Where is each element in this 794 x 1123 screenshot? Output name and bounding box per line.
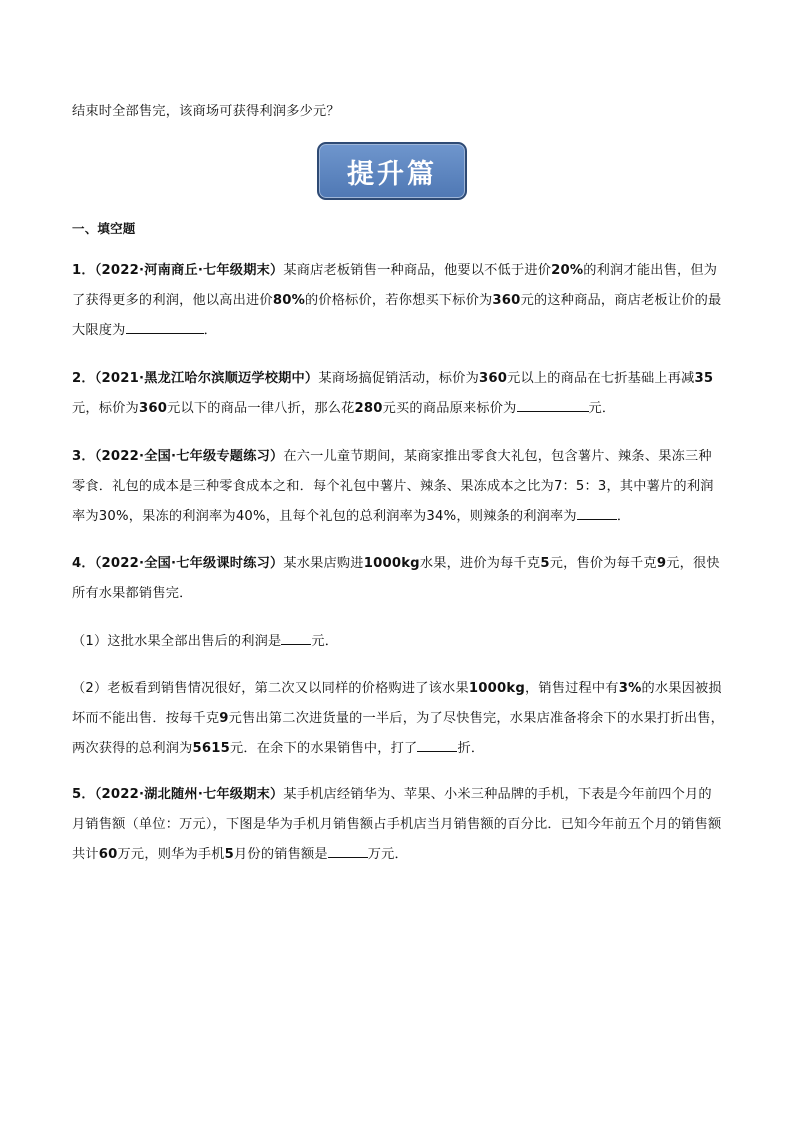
question-number: 1． (72, 263, 95, 278)
question-text: 某手机店经销华为、苹果、小米三种品牌的手机，下表是今年前四个月的月销售额（单位：万元），下图是华为手机月销售额占手机店当月销售额的百分比．已知今年前五个月的销售额共计 (72, 787, 722, 862)
question-value: 360 (492, 293, 521, 308)
question-value: 360 (138, 401, 168, 416)
question-value: 280 (354, 401, 383, 416)
intro-text: 结束时全部售完，该商场可获得利润多少元？ (72, 104, 340, 119)
question-text: 的利润才能出售，但为了获得更多的利润，他以高出进价 (72, 263, 718, 308)
question-text: 在六一儿童节期间，某商家推出零食大礼包，包含薯片、辣条、果冻三种零食．礼包的成本是三种零食成本之和．每个礼包中薯片、辣条、果冻成本之比为 (72, 449, 712, 494)
question-text: 水果，进价为每千克 (419, 556, 541, 571)
question-source: （2022·全国·七年级专题练习） (94, 449, 284, 464)
answer-blank[interactable] (281, 629, 311, 645)
question-end: ． (616, 509, 631, 524)
banner-title: 提升篇 (347, 158, 437, 190)
question-text: 元，售价为每千克 (549, 556, 657, 571)
part-label: （2） (72, 681, 108, 696)
question-number: 4． (72, 556, 95, 571)
question-value: 40% (235, 509, 266, 524)
question-value: 9 (656, 556, 667, 571)
question-value: 30% (98, 509, 129, 524)
question-text: 月份的销售额是 (234, 847, 328, 862)
question-text: 元，标价为 (72, 401, 139, 416)
question-end: 元． (311, 634, 339, 649)
question-value: 9 (219, 711, 229, 726)
question-text: 元买的商品原来标价为 (382, 401, 517, 416)
question-value: 20% (551, 263, 584, 278)
question-value: 80% (272, 293, 305, 308)
question-text: 元的这种商品，商店老板让价的最大限度为 (72, 293, 722, 338)
question-value: 1000kg (468, 681, 525, 696)
question-2 (72, 364, 724, 424)
question-text: ，其中薯片的利润率为 (72, 479, 714, 524)
question-end: 元． (588, 401, 616, 416)
question-source: （2022·全国·七年级课时练习） (94, 556, 284, 571)
question-text: 的水果因被损坏而不能出售．按每千克 (72, 681, 722, 726)
question-text: 万元，则华为手机 (117, 847, 225, 862)
answer-blank[interactable] (328, 842, 368, 858)
question-value: 34% (426, 509, 457, 524)
answer-blank[interactable] (417, 736, 457, 752)
part-label: （1） (72, 634, 108, 649)
section-banner (317, 142, 467, 200)
question-text: 元，很快所有水果都销售完． (72, 556, 720, 601)
question-value: 7：5：3 (553, 479, 607, 494)
question-value: 5615 (192, 741, 231, 756)
question-value: 3% (618, 681, 642, 696)
answer-blank[interactable] (126, 318, 204, 334)
question-4-part-1 (72, 627, 724, 657)
question-text: 某水果店购进 (283, 556, 364, 571)
question-source: （2021·黑龙江哈尔滨顺迈学校期中） (94, 371, 319, 386)
question-4-part-2 (72, 674, 724, 764)
question-text: 这批水果全部出售后的利润是 (107, 634, 282, 649)
question-text: 的价格标价，若你想买下标价为 (304, 293, 493, 308)
question-text: ，且每个礼包的总利润率为 (265, 509, 427, 524)
question-value: 5 (224, 847, 235, 862)
question-text: 元以上的商品在七折基础上再减 (507, 371, 695, 386)
question-value: 60 (98, 847, 118, 862)
question-end: ． (203, 323, 217, 338)
question-5 (72, 780, 724, 870)
question-text: 某商场搞促销活动，标价为 (318, 371, 479, 386)
question-source: （2022·河南商丘·七年级期末） (94, 263, 284, 278)
question-value: 5 (540, 556, 550, 571)
question-text: 元以下的商品一律八折，那么花 (167, 401, 355, 416)
question-text: 元售出第二次进货量的一半后，为了尽快售完，水果店准备将余下的水果打折出售，两次获得的总利润为 (72, 711, 724, 756)
question-text: ，销售过程中有 (524, 681, 619, 696)
answer-blank[interactable] (577, 504, 617, 520)
question-number: 5． (72, 787, 95, 802)
question-source: （2022·湖北随州·七年级期末） (94, 787, 284, 802)
question-value: 360 (478, 371, 508, 386)
answer-blank[interactable] (517, 396, 589, 412)
question-text: ，则辣条的利润率为 (456, 509, 577, 524)
question-number: 3． (72, 449, 95, 464)
question-4 (72, 549, 724, 609)
question-number: 2． (72, 371, 95, 386)
question-end: 折． (457, 741, 485, 756)
question-3 (72, 442, 724, 532)
question-text: 元．在余下的水果销售中，打了 (230, 741, 418, 756)
question-value: 1000kg (363, 556, 420, 571)
question-text: 某商店老板销售一种商品，他要以不低于进价 (283, 263, 552, 278)
section-title: 一、填空题 (72, 221, 136, 236)
question-value: 35 (694, 371, 714, 386)
question-text: ，果冻的利润率为 (128, 509, 236, 524)
question-text: 老板看到销售情况很好，第二次又以同样的价格购进了该水果 (107, 681, 469, 696)
question-1 (72, 256, 724, 346)
question-end: 万元． (367, 847, 408, 862)
